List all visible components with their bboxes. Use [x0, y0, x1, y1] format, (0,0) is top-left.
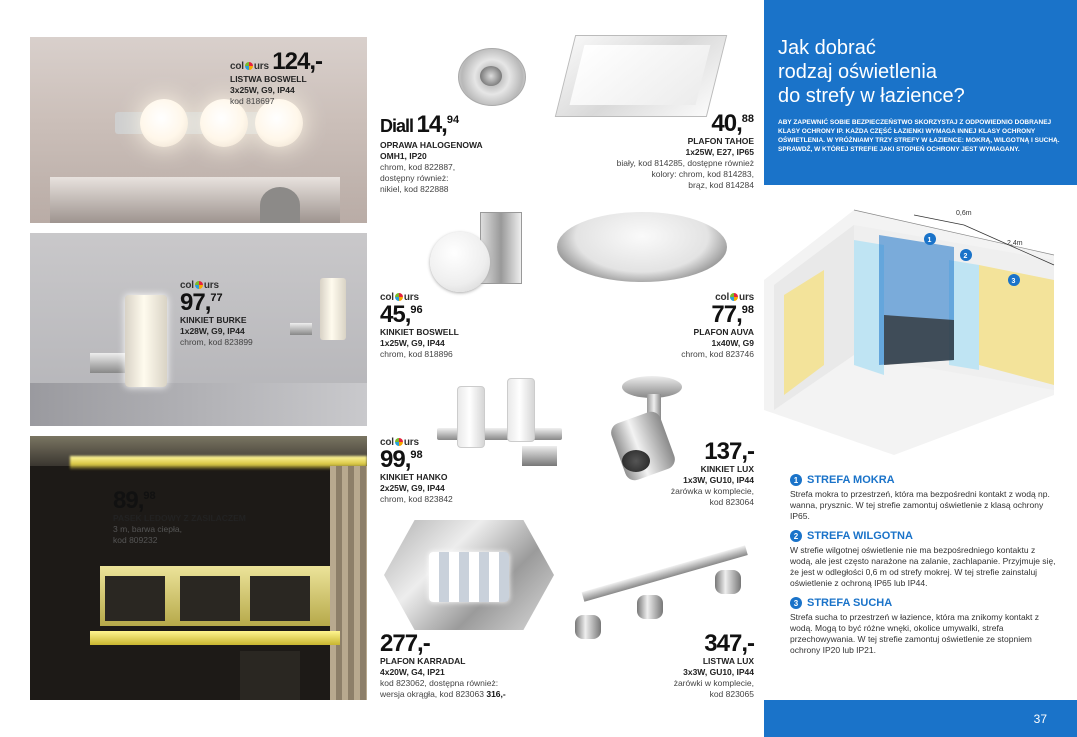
lux-strip-name: LISTWA LUX	[702, 656, 754, 666]
burke-price: 97,	[180, 289, 211, 316]
karradal-spec: 4x20W, G4, IP21	[380, 667, 445, 677]
photo-led-strip	[30, 436, 367, 700]
diagram-marker-2: 2	[963, 253, 968, 260]
boswell-strip-price-row	[230, 50, 322, 74]
karradal-desc2: wersja okrągła, kod 823063	[380, 689, 484, 699]
zone-wet-text: Strefa mokra to przestrzeń, która ma bezpośredni kontakt z wodą np. wanna, prysznic. W tej strefie zamontuj oświetlenie z klasą ochrony IP65.	[790, 489, 1050, 521]
hanko-price: 99,	[380, 446, 411, 473]
burke-label	[180, 280, 253, 348]
sidebar-intro: ABY ZAPEWNIĆ SOBIE BEZPIECZEŃSTWO SKORZYSTAJ Z ODPOWIEDNIO DOBRANEJ KLASY OCHRONY IP. KAŻDA CZĘŚĆ ŁAZIENKI WYMAGA INNEJ KLASY OCHRONY OŚWIETLENIA. W YRÓŻNIAMY TRZY STREFY W ŁAZIENCE: MOKRĄ, WILGOTNĄ I SUCHĄ. SPRAWDŹ, W KTÓREJ STREFIE JAKI STOPIEŃ OCHRONY JEST WYMAGANY.	[778, 119, 1060, 153]
karradal-image	[384, 520, 554, 630]
auva-spec: 1x40W, G9	[711, 338, 754, 348]
heading-line-1: Jak dobrać	[778, 37, 876, 59]
led-strip-label	[113, 489, 246, 546]
tahoe-price: 40,	[711, 110, 742, 137]
lux-strip-desc2: kod 823065	[709, 689, 754, 699]
burke-name: KINKIET BURKE	[180, 315, 247, 325]
boswell-strip-label	[230, 50, 322, 107]
lux-wall-spec: 1x3W, GU10, IP44	[683, 475, 754, 485]
zone-damp-title: STREFA WILGOTNA	[807, 530, 913, 542]
led-strip-price-cents: 98	[143, 490, 156, 502]
auva-price: 77,	[711, 301, 742, 328]
lux-wall-label	[671, 440, 754, 508]
tahoe-image	[565, 35, 715, 115]
lux-strip-label	[674, 632, 754, 700]
led-strip-desc2: kod 809232	[113, 535, 158, 545]
burke-desc: chrom, kod 823899	[180, 337, 253, 347]
zone-list	[790, 474, 1060, 656]
page-number: 37	[1033, 712, 1047, 726]
boswell-wall-price: 45,	[380, 301, 411, 328]
boswell-wall-label	[380, 292, 459, 360]
karradal-name: PLAFON KARRADAL	[380, 656, 466, 666]
auva-label	[681, 292, 754, 360]
karradal-price: 277,-	[380, 630, 430, 657]
tahoe-label	[617, 112, 754, 191]
halogen-label	[380, 113, 483, 195]
halogen-price: 14,	[416, 111, 447, 138]
dim-0-6m: 0,6m	[956, 210, 972, 217]
colours-logo: col urs	[230, 61, 269, 72]
tahoe-desc1: biały, kod 814285, dostępne również	[616, 158, 754, 168]
boswell-strip-price: 124,-	[272, 48, 322, 75]
halogen-price-cents: 94	[446, 114, 460, 126]
lux-strip-image	[575, 540, 755, 640]
halogen-spec: OMH1, IP20	[380, 151, 427, 161]
dim-2-4m: 2,4m	[1007, 240, 1023, 247]
led-strip-price: 89,	[113, 487, 144, 514]
burke-spec: 1x28W, G9, IP44	[180, 326, 245, 336]
boswell-strip-spec: 3x25W, G9, IP44	[230, 85, 295, 95]
zone-dry-title: STREFA SUCHA	[807, 597, 893, 609]
tahoe-desc3: brąz, kod 814284	[688, 180, 754, 190]
sidebar	[764, 0, 1077, 737]
zone-dry-text: Strefa sucha to przestrzeń w łazience, która ma znikomy kontakt z wodą. Mogą to być różne wnęki, okolice umywalki, strefa przechowywania. W tej strefie zamontuj oświetlenie ze stopniem ochrony IP20 lub IP21.	[790, 612, 1039, 655]
sidebar-heading	[778, 36, 965, 108]
hanko-name: KINKIET HANKO	[380, 472, 448, 482]
halogen-image	[458, 48, 524, 104]
tahoe-spec: 1x25W, E27, IP65	[685, 147, 754, 157]
boswell-wall-price-cents: 96	[410, 304, 423, 316]
lux-strip-price: 347,-	[704, 630, 754, 657]
lux-wall-desc2: kod 823064	[709, 497, 754, 507]
karradal-desc1: kod 823062, dostępna również:	[380, 678, 499, 688]
hanko-price-cents: 98	[410, 449, 423, 461]
diagram-marker-1: 1	[927, 237, 932, 244]
lux-wall-desc1: żarówka w komplecie,	[670, 486, 754, 496]
tahoe-desc2: kolory: chrom, kod 814283,	[651, 169, 754, 179]
zone-damp-text: W strefie wilgotnej oświetlenie nie ma bezpośredniego kontaktu z wodą, ale jest często narażone na zalanie, zachlapanie. Przyjmuje się, że jest w odległości 0,6 m od strefy mokrej. W tej strefie zainstaluj oświetlenie z ochroną IP65 lub IP44.	[790, 545, 1056, 588]
burke-price-cents: 77	[210, 292, 223, 304]
boswell-wall-spec: 1x25W, G9, IP44	[380, 338, 445, 348]
zone-wet	[790, 474, 1060, 522]
diall-logo: Diall	[380, 116, 414, 136]
halogen-desc1: chrom, kod 822887,	[380, 162, 456, 172]
colours-logo: col urs	[380, 437, 419, 448]
lux-wall-name: KINKIET LUX	[700, 464, 754, 474]
boswell-strip-name: LISTWA BOSWELL	[230, 74, 307, 84]
zone-dry	[790, 597, 1060, 656]
lux-wall-price: 137,-	[704, 438, 754, 465]
lux-strip-desc1: żarówki w komplecie,	[673, 678, 754, 688]
heading-line-2: rodzaj oświetlenia	[778, 61, 937, 83]
hanko-label	[380, 437, 453, 505]
lux-strip-spec: 3x3W, GU10, IP44	[683, 667, 754, 677]
karradal-label	[380, 632, 506, 700]
colours-logo: col urs	[380, 292, 419, 303]
colours-logo: col urs	[715, 292, 754, 303]
led-strip-name: PASEK LEDOWY Z ZASILACZEM	[113, 513, 246, 523]
halogen-name: OPRAWA HALOGENOWA	[380, 140, 483, 150]
heading-line-3: do strefy w łazience?	[778, 85, 965, 107]
led-strip-desc1: 3 m, barwa ciepła,	[113, 524, 182, 534]
boswell-wall-image	[430, 212, 525, 292]
hanko-spec: 2x25W, G9, IP44	[380, 483, 445, 493]
tahoe-price-cents: 88	[741, 113, 754, 125]
auva-name: PLAFON AUVA	[693, 327, 754, 337]
auva-price-cents: 98	[741, 304, 754, 316]
karradal-price2: 316,-	[486, 689, 506, 699]
hanko-desc: chrom, kod 823842	[380, 494, 453, 504]
zone-wet-title: STREFA MOKRA	[807, 474, 895, 486]
sidebar-header	[764, 0, 1077, 185]
tahoe-name: PLAFON TAHOE	[687, 136, 754, 146]
auva-image	[557, 212, 727, 292]
diagram-marker-3: 3	[1011, 278, 1016, 285]
halogen-desc3: nikiel, kod 822888	[380, 184, 449, 194]
auva-desc: chrom, kod 823746	[681, 349, 754, 359]
bathroom-zone-diagram	[764, 185, 1077, 460]
zone-number-icon: 3	[790, 597, 802, 609]
sidebar-footer	[764, 700, 1077, 737]
boswell-strip-code: kod 818697	[230, 96, 275, 106]
zone-number-icon: 2	[790, 530, 802, 542]
boswell-wall-name: KINKIET BOSWELL	[380, 327, 459, 337]
halogen-desc2: dostępny również:	[380, 173, 449, 183]
zone-number-icon: 1	[790, 474, 802, 486]
zone-damp	[790, 530, 1060, 589]
boswell-wall-desc: chrom, kod 818896	[380, 349, 453, 359]
hanko-image	[437, 376, 562, 468]
colours-logo: col urs	[180, 280, 219, 291]
